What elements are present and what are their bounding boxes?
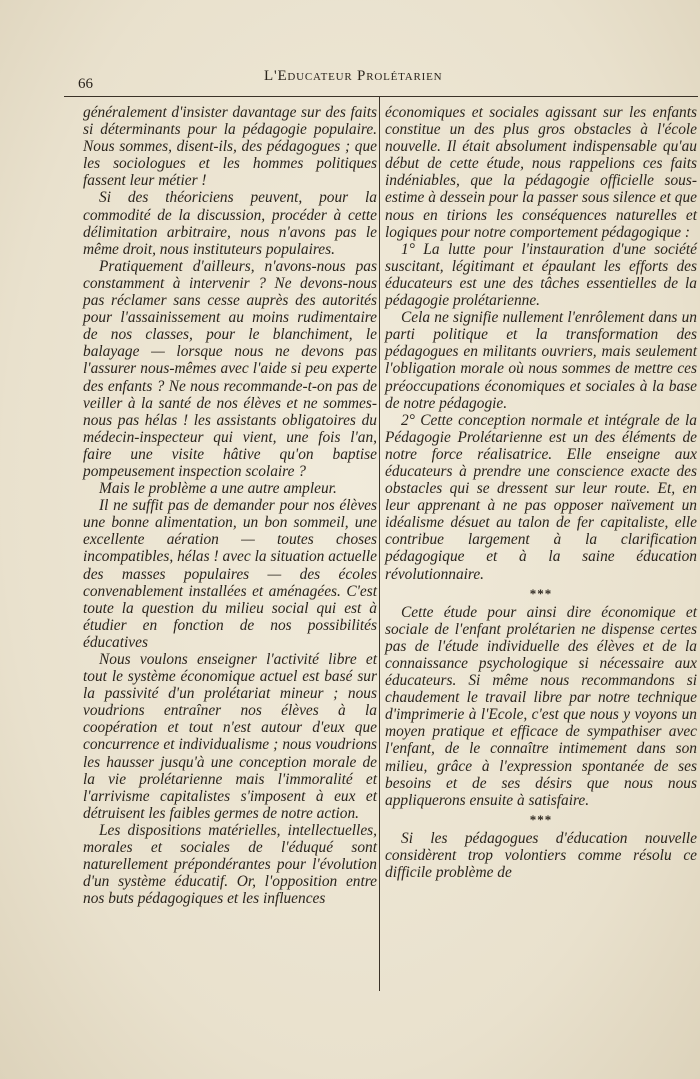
paragraph: Pratiquement d'ailleurs, n'avons-nous pas constamment à intervenir ? Ne devons-nous pas réclamer sans cesse auprès des autorités pour l'assainissement au moins rudimentaire de nos classes, pour le blanchiment, le balayage — lorsque nous ne devons pas l'assurer nous-mêmes avec l'aide si peu experte des enfants ? Ne nous recommande-t-on pas de veiller à la santé de nos élèves et ne sommes-nous pas hélas ! les assistants obligatoires du médecin-inspecteur qui vient, une fois l'an, faire une visite hâtive qu'on baptise pompeusement inspection scolaire ? — [83, 257, 377, 480]
paragraph: Si des théoriciens peuvent, pour la commodité de la discussion, procéder à cette délimitation arbitraire, nous n'avons pas le même droit, nous instituteurs populaires. — [83, 189, 377, 258]
column-divider — [379, 96, 380, 991]
paragraph: Si les pédagogues d'éducation nouvelle considèrent trop volontiers comme résolu ce difficile problème de — [385, 829, 697, 882]
paragraph: 1° La lutte pour l'instauration d'une société suscitant, légitimant et épaulant les efforts des éducateurs est une des tâches essentielles de la pédagogie prolétarienne. — [385, 240, 697, 310]
page-number: 66 — [78, 76, 93, 92]
right-column — [385, 104, 697, 998]
paragraph: Cela ne signifie nullement l'enrôlement dans un parti politique et la transformation des pédagogues en militants ouvriers, mais seulement l'obligation morale où nous sommes de mettre ces préoccupations économiques et sociales à la base de notre pédagogie. — [385, 309, 697, 412]
paragraph: 2° Cette conception normale et intégrale de la Pédagogie Prolétarienne est un des éléments de notre force réalisatrice. Elle enseigne aux éducateurs à prendre une conscience exacte des obstacles qui se dressent sur leur route. Et, en leur apprenant à ne pas opposer naïvement un idéalisme désuet au talon de fer capitaliste, elle contribue largement à la clarification pédagogique et à la saine éducation révolutionnaire. — [385, 411, 697, 583]
section-separator: *** — [529, 811, 553, 827]
section-separator: *** — [529, 585, 553, 601]
left-column — [83, 104, 377, 998]
paragraph: Mais le problème a une autre ampleur. — [99, 480, 337, 498]
paragraph: généralement d'insister davantage sur des faits si déterminants pour la pédagogie populaire. Nous sommes, disent-ils, des pédagogues ; que les sociologues et les hommes politiques fassent leur métier ! — [83, 104, 377, 190]
header-rule — [64, 96, 698, 97]
page-header — [64, 66, 698, 92]
paragraph: Nous voulons enseigner l'activité libre et tout le système économique actuel est basé sur la passivité d'un prolétariat mineur ; nous voudrions entraîner nos élèves à la coopération et tout n'est autour d'eux que concurrence et individualisme ; nous voudrions les hausser jusqu'à une conception morale de la vie prolétarienne mais l'immoralité et l'arrivisme capitalistes s'imposent à eux et détruisent les faibles germes de notre action. — [83, 651, 377, 822]
paragraph: Cette étude pour ainsi dire économique et sociale de l'enfant prolétarien ne dispense certes pas de l'étude individuelle des élèves et de la connaissance psychologique si nécessaire aux éducateurs. Si même nous recommandons si chaudement le travail libre par notre technique d'imprimerie à l'Ecole, c'est que nous y voyons un moyen pratique et efficace de sympathiser avec l'enfant, de le connaître intimement dans son milieu, grâce à l'expression spontanée de ses besoins et de ses désirs que nous nous appliquerons ensuite à satisfaire. — [385, 603, 697, 809]
running-title: L'Educateur Prolétarien — [264, 68, 443, 84]
paragraph: économiques et sociales agissant sur les enfants constitue un des plus gros obstacles à l'école nouvelle. Il était absolument indispensable qu'au début de cette étude, nous rappelions ces faits indéniables, que la pédagogie officielle sous-estime à dessein pour la passer sous silence et que nous en tirions les conséquences naturelles et logiques pour notre comportement pédagogique : — [385, 104, 697, 241]
paragraph: Il ne suffit pas de demander pour nos élèves une bonne alimentation, un bon sommeil, une excellente aération — toutes choses incompatibles, hélas ! avec la situation actuelle des masses populaires — des écoles convenablement installées et aménagées. C'est toute la question du milieu social qui est à étudier en fonction de nos possibilités éducatives — [83, 497, 377, 651]
paragraph: Les dispositions matérielles, intellectuelles, morales et sociales de l'éduqué sont naturellement prépondérantes pour l'évolution d'un système éducatif. Or, l'opposition entre nos buts pédagogiques et les influences — [83, 821, 377, 908]
